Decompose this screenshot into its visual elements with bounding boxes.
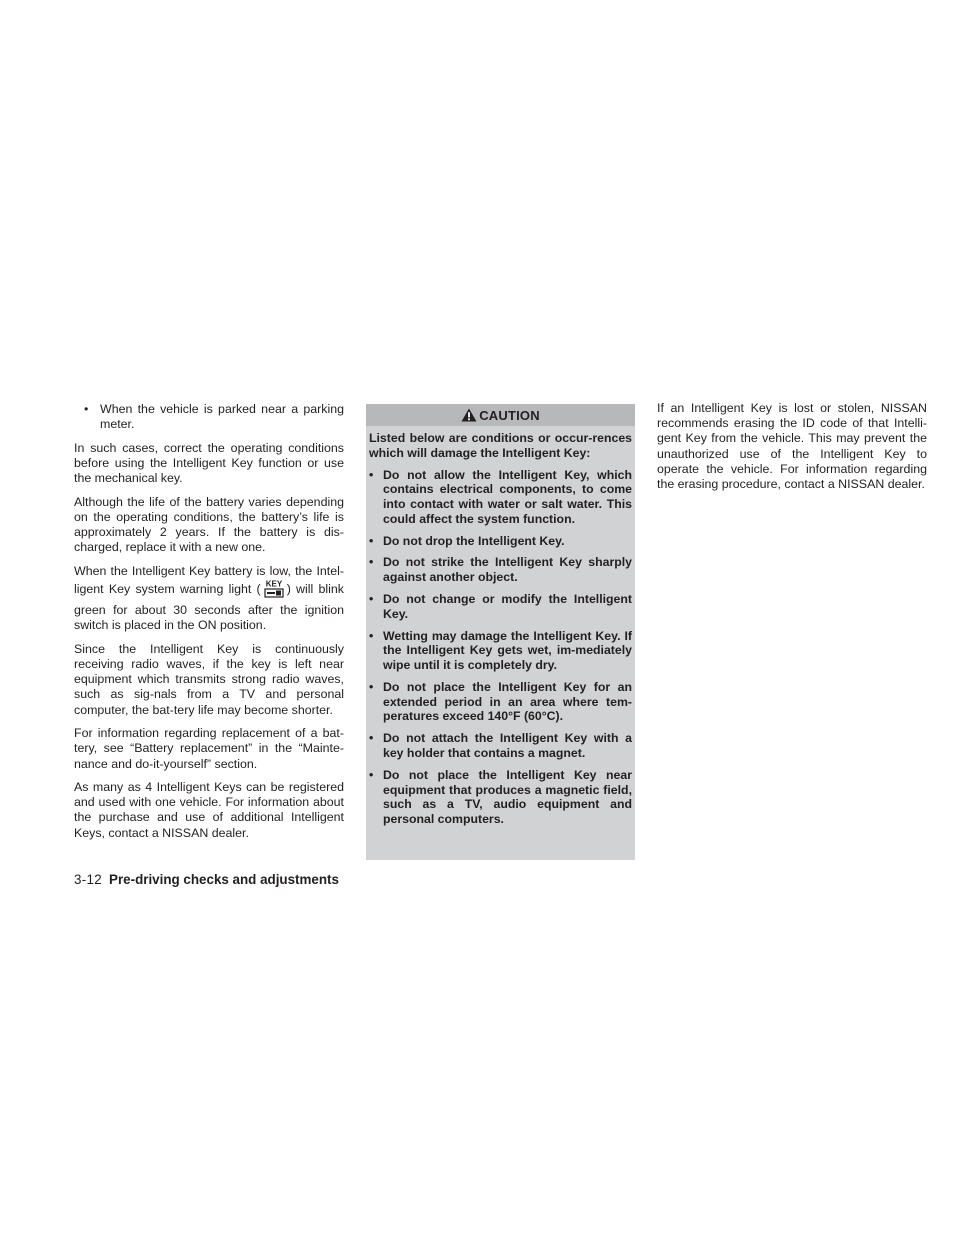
warning-triangle-icon [461, 408, 477, 422]
caution-title: CAUTION [479, 407, 540, 423]
caution-item-text: Do not change or modify the Intelligent Key. [383, 592, 632, 621]
paragraph: For information regarding replacement of a bat-tery, see “Battery replacement” in the “Mainte-nance and do-it-yourself” section. [74, 726, 344, 771]
caution-item [369, 680, 632, 724]
paragraph [74, 564, 344, 634]
paragraph: In such cases, correct the operating conditions before using the Intelligent Key function or use the mechanical key. [74, 440, 344, 486]
caution-item [369, 629, 632, 673]
right-column [657, 401, 927, 501]
bullet-icon: • [84, 402, 89, 416]
bullet-icon: • [369, 467, 374, 482]
bullet-icon: • [369, 731, 374, 746]
bullet-icon: • [369, 533, 374, 548]
caution-header [366, 404, 635, 426]
caution-item [369, 731, 632, 760]
caution-item-text: Do not drop the Intelligent Key. [383, 533, 565, 548]
left-column [74, 402, 344, 849]
caution-item [369, 555, 632, 584]
paragraph: As many as 4 Intelligent Keys can be registered and used with one vehicle. For information about the purchase and use of additional Intelligent Keys, contact a NISSAN dealer. [74, 780, 344, 840]
caution-item-text: Do not attach the Intelligent Key with a key holder that contains a magnet. [383, 731, 632, 760]
bullet-icon: • [369, 555, 374, 570]
bullet-icon: • [369, 679, 374, 694]
text-before-icon: When the Intelligent Key battery is low, the Intel-ligent Key system warning light ( [74, 563, 344, 596]
text-after-icon: ) will blink green for about 30 seconds after the ignition switch is placed in the ON position. [74, 581, 344, 633]
bullet-icon: • [369, 592, 374, 607]
caution-body [366, 426, 635, 827]
caution-item [369, 468, 632, 527]
caution-box [366, 404, 635, 860]
paragraph: Although the life of the battery varies depending on the operating conditions, the battery’s life is approximately 2 years. If the battery is dis-charged, replace it with a new one. [74, 494, 344, 555]
key-icon-label: KEY [265, 579, 282, 589]
caution-item [369, 592, 632, 621]
paragraph: Since the Intelligent Key is continuously receiving radio waves, if the key is left near equipment which transmits strong radio waves, such as sig-nals from a TV and personal computer, the bat-tery life may become shorter. [74, 641, 344, 717]
caution-item-text: Do not allow the Intelligent Key, which contains electrical components, to come into contact with water or salt water. This could affect the system function. [383, 467, 632, 526]
list-item [74, 402, 344, 432]
bullet-text: When the vehicle is parked near a parking meter. [100, 402, 344, 432]
caution-item-text: Do not strike the Intelligent Key sharply against another object. [383, 555, 632, 585]
key-warning-light-icon [263, 579, 285, 603]
page-footer [74, 872, 339, 887]
caution-intro: Listed below are conditions or occur-rences which will damage the Intelligent Key: [369, 431, 632, 460]
caution-item [369, 534, 632, 549]
bullet-icon: • [369, 767, 374, 782]
page-number: 3-12 [74, 872, 103, 887]
caution-item-text: Do not place the Intelligent Key near equipment that produces a magnetic field, such as a TV, audio equipment and personal computers. [383, 767, 632, 826]
bullet-icon: • [369, 628, 374, 643]
caution-item-text: Do not place the Intelligent Key for an extended period in an area where tem-peratures exceed 140°F (60°C). [383, 679, 632, 724]
caution-item-text: Wetting may damage the Intelligent Key. If the Intelligent Key gets wet, im-mediately wipe until it is completely dry. [383, 628, 632, 673]
section-title: Pre-driving checks and adjustments [109, 872, 339, 887]
paragraph: If an Intelligent Key is lost or stolen, NISSAN recommends erasing the ID code of that Intelli-gent Key from the vehicle. This may prevent the unauthorized use of the Intelligent Key to operate the vehicle. For information regarding the erasing procedure, contact a NISSAN dealer. [657, 401, 927, 492]
caution-item [369, 768, 632, 827]
